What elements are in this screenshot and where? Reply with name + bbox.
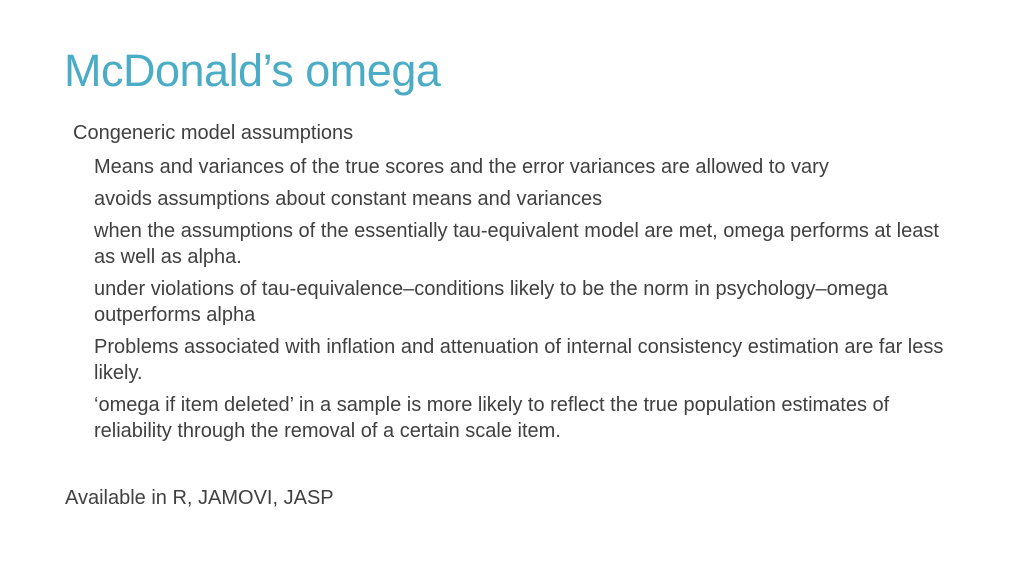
bullet-item: under violations of tau-equivalence–conditions likely to be the norm in psychology–omega outperforms alpha (94, 278, 888, 326)
bullet-item: avoids assumptions about constant means and variances (94, 188, 603, 210)
slide-title: McDonald’s omega (64, 45, 441, 96)
availability-note: Available in R, JAMOVI, JASP (65, 487, 334, 509)
bullet-list (64, 154, 964, 444)
slide-body (64, 121, 964, 450)
bullet-item: Problems associated with inflation and attenuation of internal consistency estimation are far less likely. (94, 336, 944, 384)
bullet-item: Means and variances of the true scores and the error variances are allowed to vary (94, 156, 829, 178)
bullet-item: ‘omega if item deleted’ in a sample is more likely to reflect the true population estimates of reliability through the removal of a certain scale item. (94, 394, 890, 442)
section-heading: Congeneric model assumptions (73, 122, 354, 144)
bullet-item: when the assumptions of the essentially tau-equivalent model are met, omega performs at least as well as alpha. (94, 220, 939, 268)
